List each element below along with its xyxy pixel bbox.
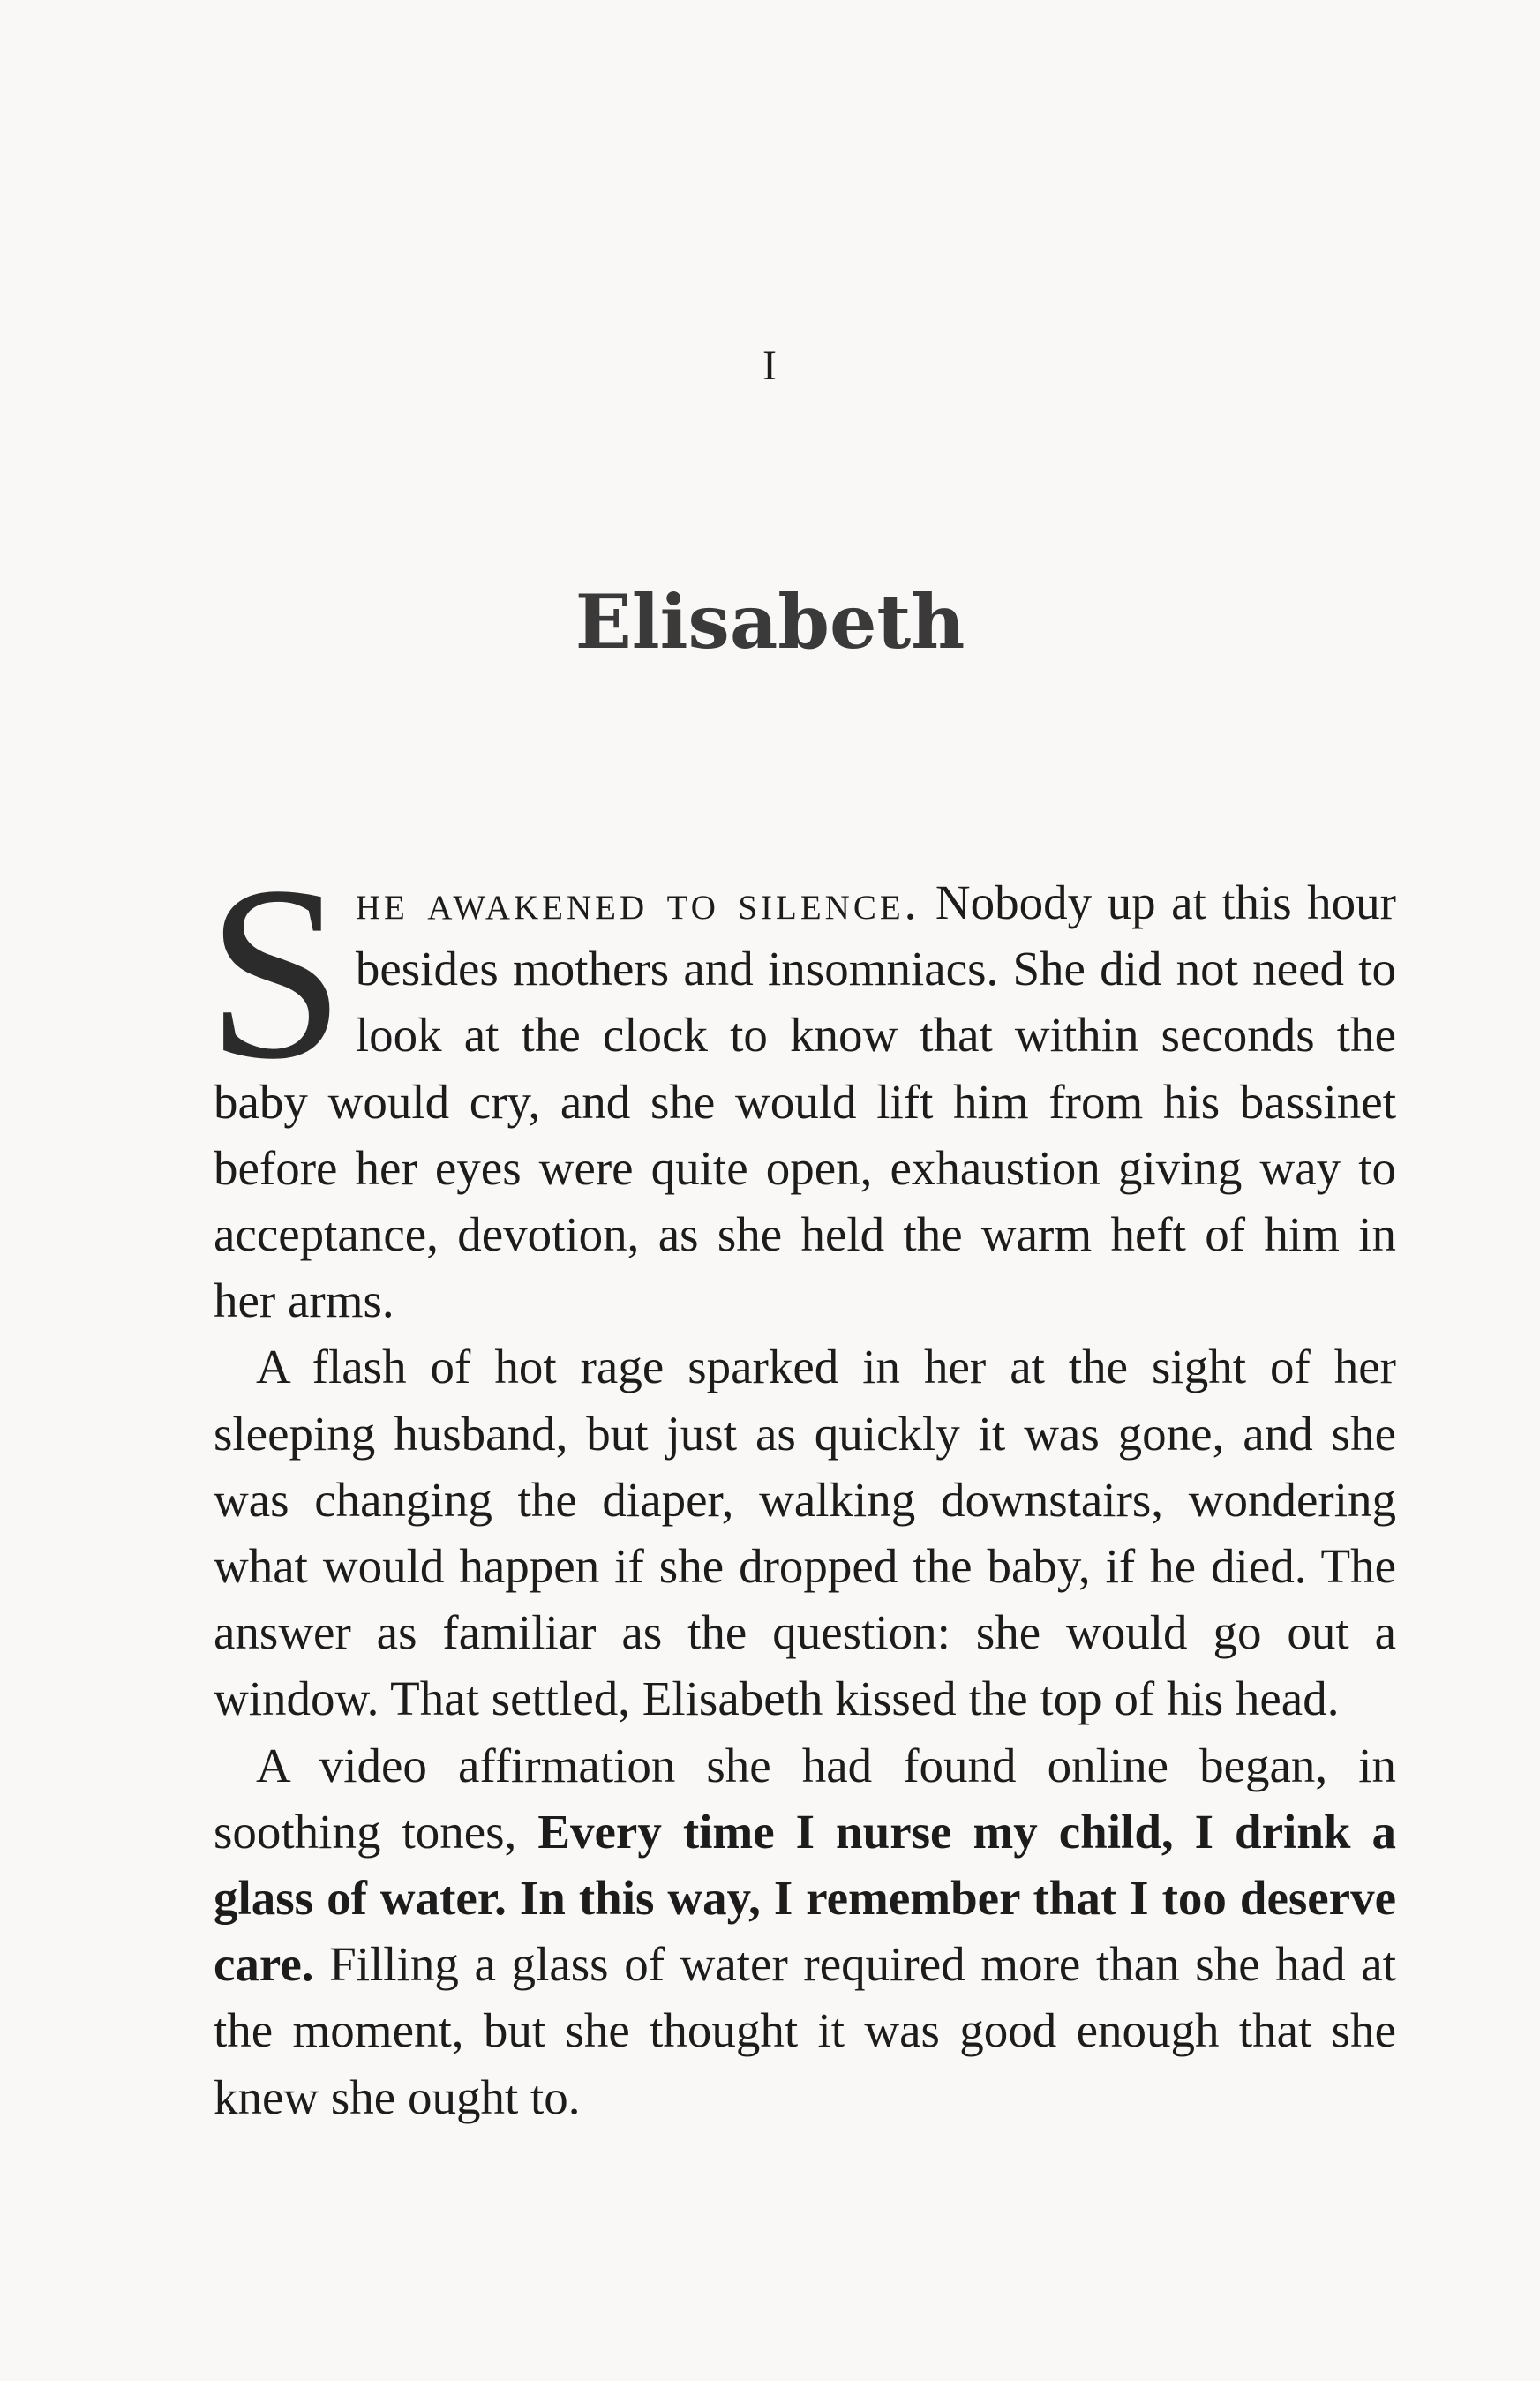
drop-cap: S [207,835,345,1110]
paragraph-3-text-after: Filling a glass of water required more than she had at the moment, but she thought it was good enough that she knew she ought to. [214,1937,1396,2124]
paragraph-2: A flash of hot rage sparked in her at the sight of her sleeping husband, but just as quickly it was gone, and she was changing the diaper, walking downstairs, wondering what would happen if she dropped the baby, if he died. The answer as familiar as the question: she would go out a window. That settled, Elisabeth kissed the top of his head. [214,1340,1396,1726]
paragraph-3-text-before: A video affirmation she had found online began, in soothing tones, [214,1738,1396,1859]
chapter-title: Elisabeth [575,578,965,665]
affirmation-bold-text: Every time I nurse my child, I drink a glass of water. In this way, I remember that I too deserve care. [214,1804,1397,1992]
chapter-body [207,835,1397,2130]
opening-small-caps: he awakened to silence. [355,875,920,929]
paragraph-1-text: Nobody up at this hour besides mothers and insomniacs. She did not need to look at the clock to know that within seconds the baby would cry, and she would lift him from his bassinet before her eyes were quite open, exhaustion giving way to acceptance, devotion, as she held the warm heft of him in her arms. [214,875,1396,1328]
paragraph-3 [214,1732,1396,2130]
paragraph-1 [207,835,1396,1333]
chapter-number: I [762,342,778,389]
